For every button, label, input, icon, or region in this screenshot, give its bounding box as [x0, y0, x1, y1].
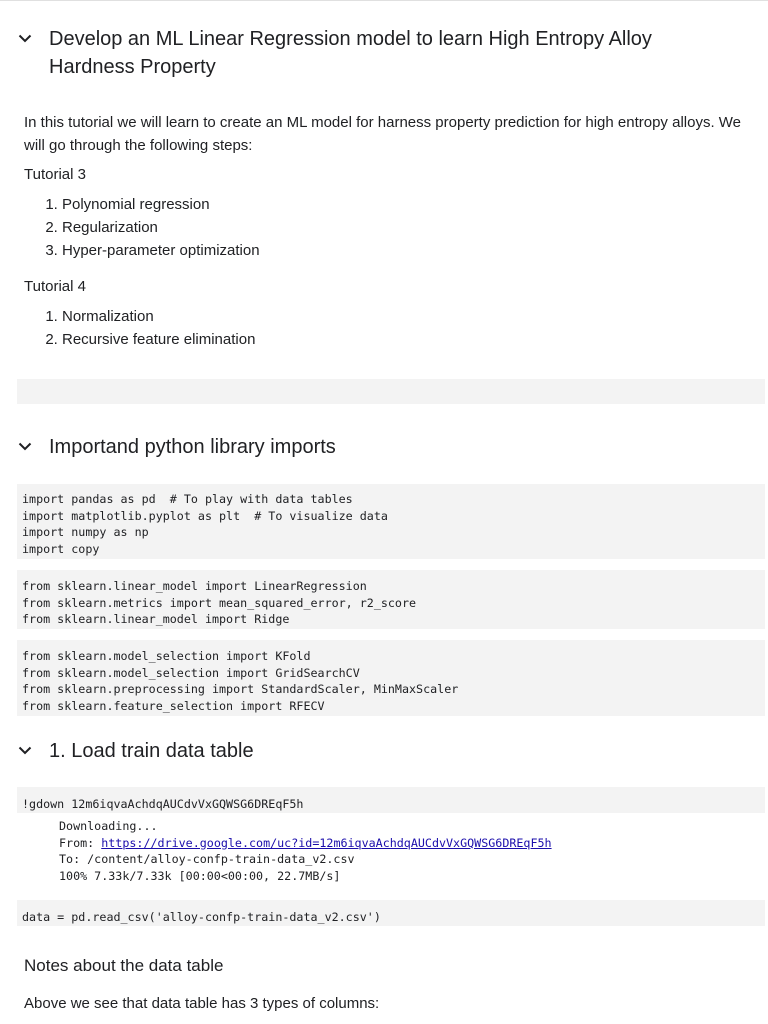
list-item: 1. Normalization [62, 306, 255, 329]
tutorial-4-steps [24, 306, 255, 352]
code-text: from sklearn.model_selection import KFold from sklearn.model_selection import GridSearchCV from sklearn.preprocessing import StandardScaler, MinMaxScaler from sklearn.feature_selection import RFECV [22, 649, 459, 714]
code-cell-imports-sklearn-selection[interactable] [17, 640, 765, 716]
tutorial-4-label: Tutorial 4 [24, 278, 86, 295]
list-item: 2. Regularization [62, 217, 260, 240]
section-heading-load-data [0, 737, 739, 765]
section-title: Importand python library imports [49, 436, 336, 458]
section-heading-imports [0, 433, 739, 461]
notes-heading: Notes about the data table [24, 956, 224, 975]
collapse-section-toggle[interactable] [0, 737, 49, 755]
chevron-down-icon [18, 34, 32, 43]
code-text: from sklearn.linear_model import LinearRegression from sklearn.metrics import mean_squared_error, r2_score from sklearn.linear_model import Ridge [22, 579, 417, 627]
code-text: data = pd.read_csv('alloy-confp-train-data_v2.csv') [22, 910, 381, 924]
chevron-down-icon [18, 442, 32, 451]
list-item: 1. Polynomial regression [62, 194, 260, 217]
chevron-down-icon [18, 746, 32, 755]
intro-text: In this tutorial we will learn to create an ML model for harness property prediction for high entropy alloys. We will go through the following steps: [24, 114, 742, 154]
list-item: 2. Recursive feature elimination [62, 329, 255, 352]
tutorial-3-label: Tutorial 3 [24, 166, 86, 183]
empty-code-cell[interactable] [17, 379, 765, 404]
code-cell-imports-sklearn-linear[interactable] [17, 570, 765, 629]
code-text: !gdown 12m6iqvaAchdqAUCdvVxGQWSG6DREqF5h [22, 797, 304, 811]
tutorial-3-steps [24, 194, 260, 262]
code-cell-gdown[interactable] [17, 787, 765, 813]
output-line: To: /content/alloy-confp-train-data_v2.csv [59, 852, 355, 866]
cell-output [59, 818, 552, 884]
list-item: 3. Hyper-parameter optimization [62, 240, 260, 263]
section-title: 1. Load train data table [49, 740, 254, 762]
notes-text: Above we see that data table has 3 types of columns: [24, 995, 380, 1012]
output-line: From: [59, 835, 102, 850]
output-line: 100% 7.33k/7.33k [00:00<00:00, 22.7MB/s] [59, 868, 341, 883]
section-heading-develop-model [0, 25, 739, 81]
output-line: Downloading... [59, 819, 158, 833]
section-title: Develop an ML Linear Regression model to learn High Entropy Alloy Hardness Property [49, 28, 652, 78]
code-cell-read-csv[interactable] [17, 900, 765, 926]
code-cell-imports-basic[interactable] [17, 484, 765, 559]
collapse-section-toggle[interactable] [0, 25, 49, 43]
collapse-section-toggle[interactable] [0, 433, 49, 451]
code-text: import pandas as pd # To play with data tables import matplotlib.pyplot as plt # To visualize data import numpy as np import copy [22, 492, 388, 557]
drive-link[interactable]: https://drive.google.com/uc?id=12m6iqvaAchdqAUCdvVxGQWSG6DREqF5h [101, 835, 552, 850]
